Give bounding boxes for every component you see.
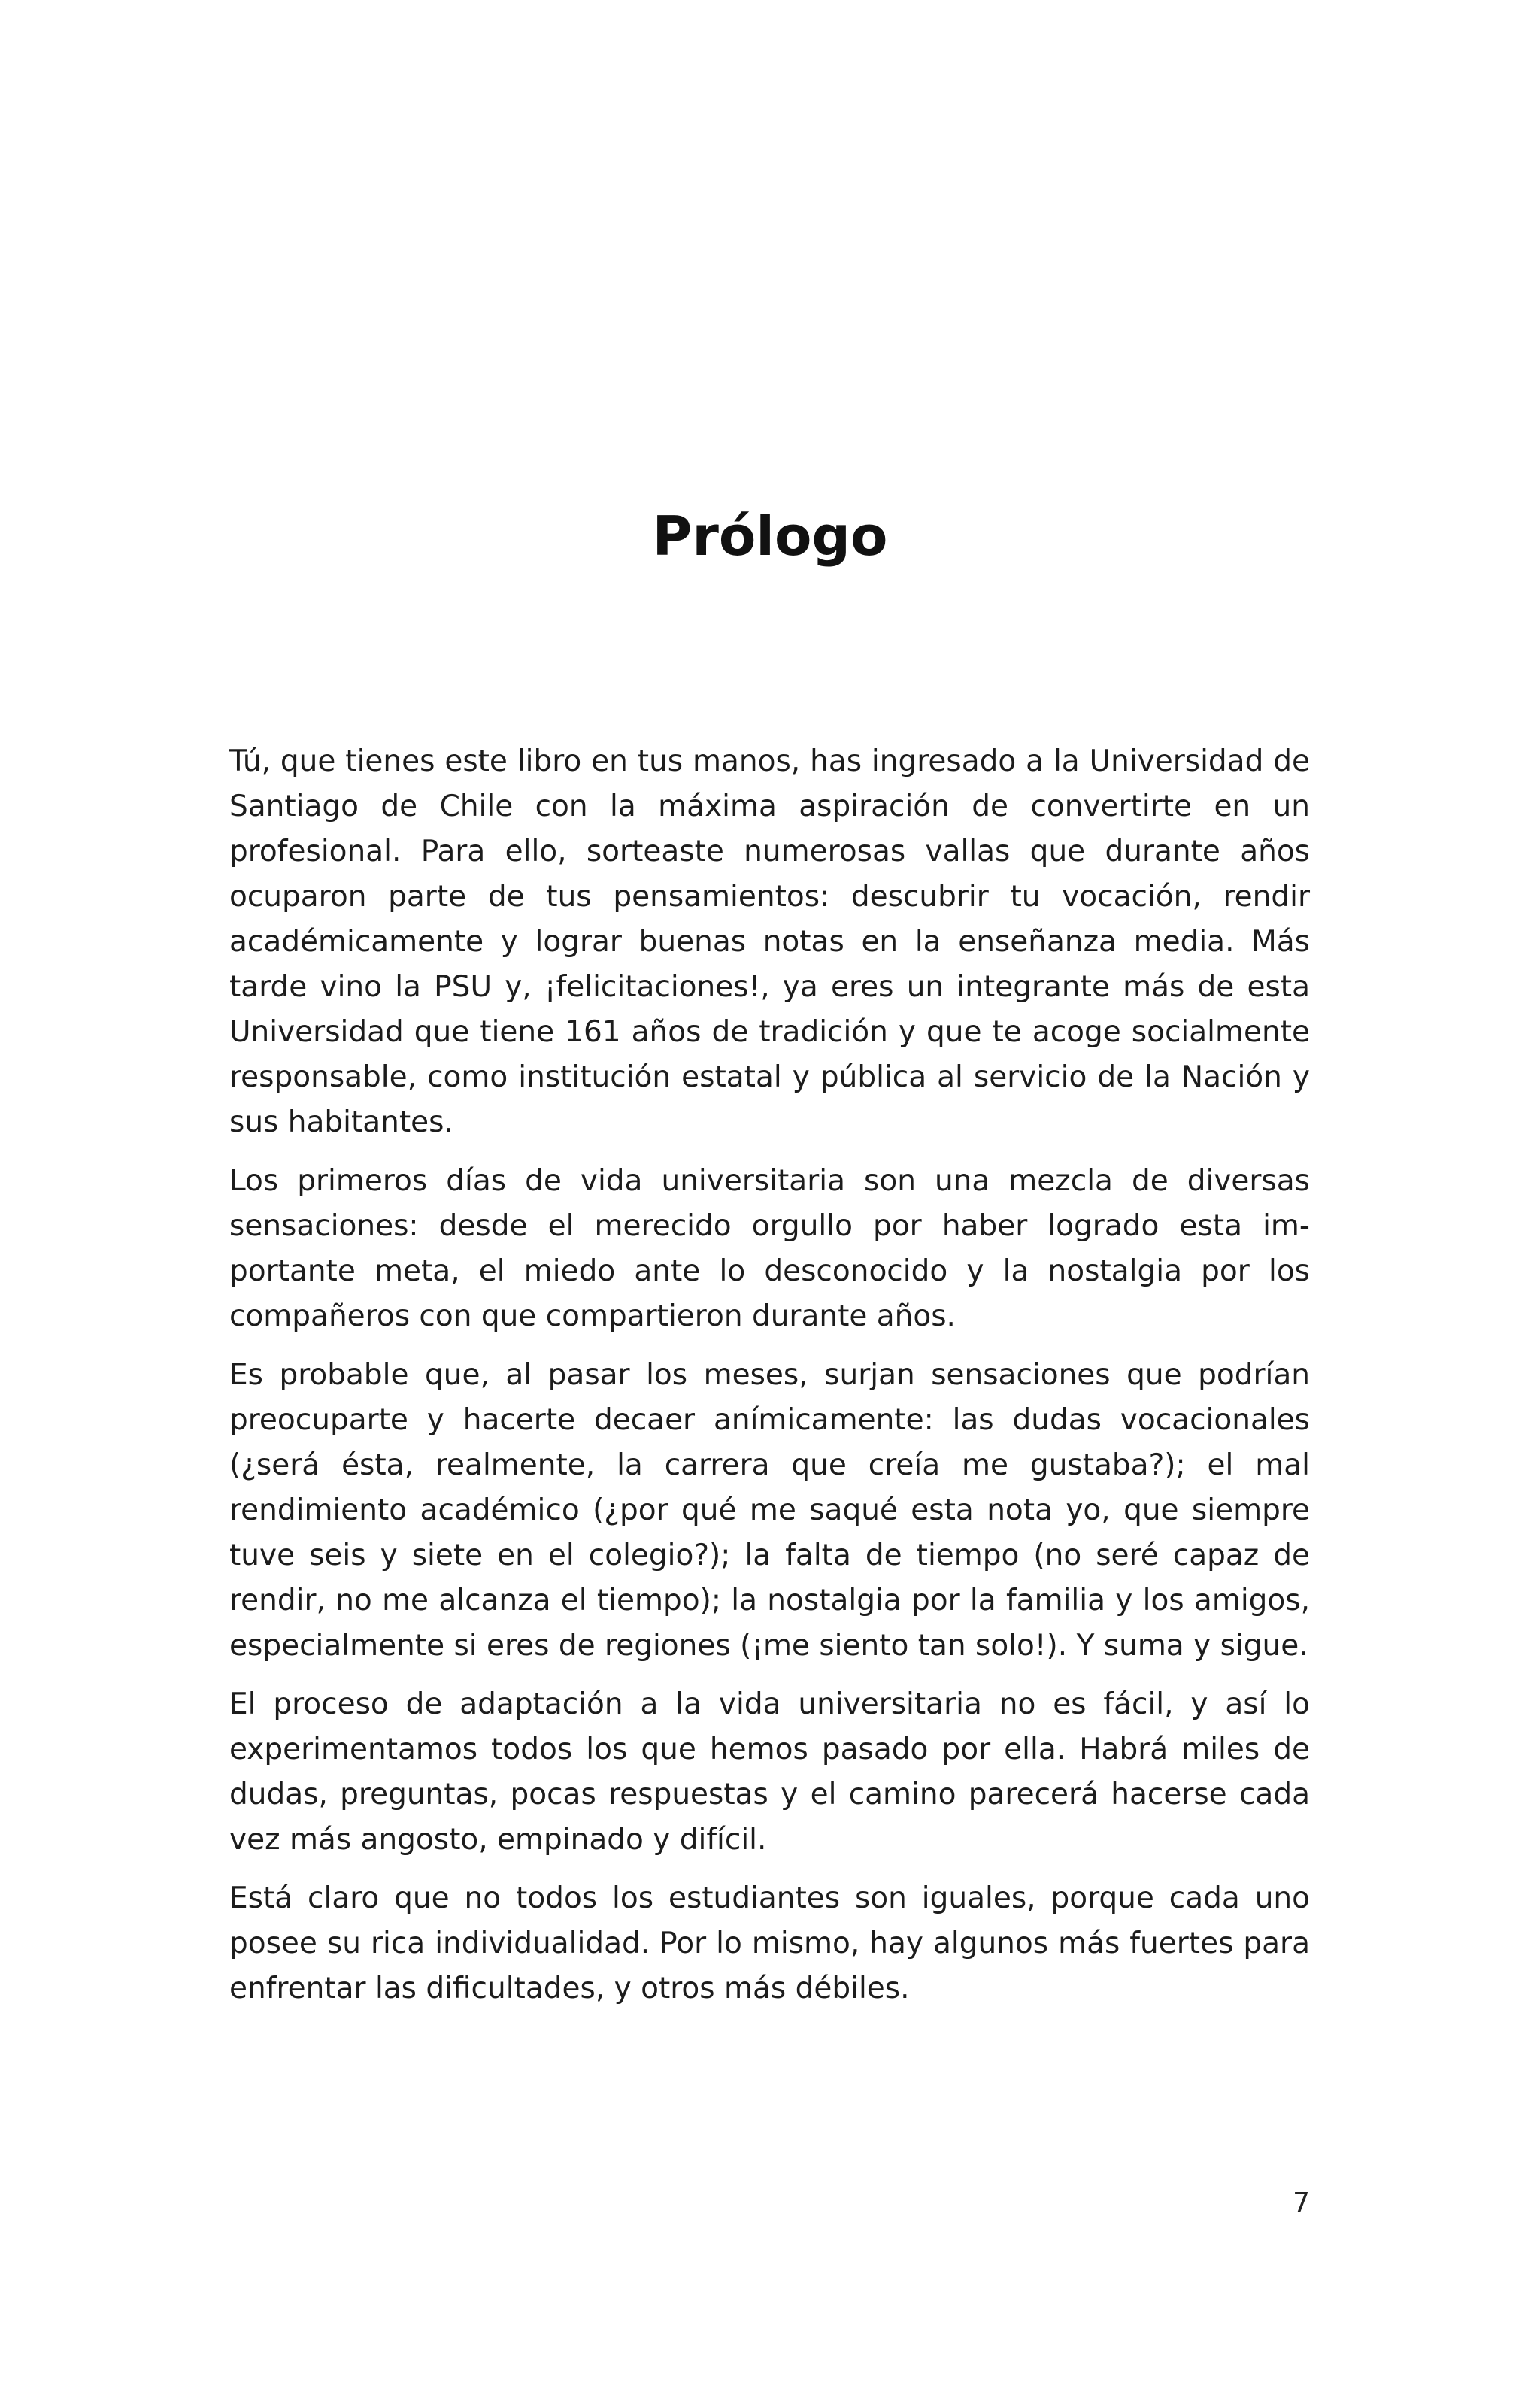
paragraph: Es probable que, al pasar los meses, surjan sensaciones que podrían preocuparte y hacerte decaer anímicamente: las dudas vocacionales (¿será ésta, realmente, la carrera que creía me gustaba?); el mal rendimiento académico (¿por qué me saqué esta nota yo, que siempre tuve seis y siete en el colegio?); la falta de tiempo (no seré capaz de rendir, no me alcanza el tiempo); la nostalgia por la familia y los amigos, especialmente si eres de regiones (¡me siento tan solo!). Y suma y sigue. <box>229 1358 1310 1663</box>
page-number: 7 <box>1293 2187 1310 2218</box>
paragraph: Está claro que no todos los estudiantes son iguales, porque cada uno posee su rica individualidad. Por lo mismo, hay algunos más fuertes para enfrentar las dificultades, y otros más débiles. <box>229 1881 1310 2005</box>
prologue-body <box>229 739 1310 2025</box>
chapter-title: Prólogo <box>652 505 888 568</box>
paragraph: El proceso de adaptación a la vida universitaria no es fácil, y así lo experimentamos todos los que hemos pasado por ella. Habrá miles de dudas, preguntas, pocas respuestas y el camino parecerá hacerse cada vez más angosto, empinado y difícil. <box>229 1687 1310 1857</box>
paragraph: Tú, que tienes este libro en tus manos, has ingresado a la Universidad de Santiago de Chile con la máxima aspiración de convertirte en un profesional. Para ello, sorteaste numerosas vallas que durante años ocuparon parte de tus pensamientos: descubrir tu vocación, rendir académicamente y lograr buenas notas en la enseñanza media. Más tarde vino la PSU y, ¡felicitaciones!, ya eres un integrante más de esta Universidad que tiene 161 años de tradición y que te acoge socialmente responsable, como institución estatal y pública al servicio de la Nación y sus habitantes. <box>229 744 1310 1139</box>
paragraph: Los primeros días de vida universitaria son una mezcla de diversas sensaciones: desde el merecido orgullo por haber logrado esta importante meta, el miedo ante lo desconocido y la nostalgia por los compañeros con que compartieron durante años. <box>229 1164 1310 1333</box>
